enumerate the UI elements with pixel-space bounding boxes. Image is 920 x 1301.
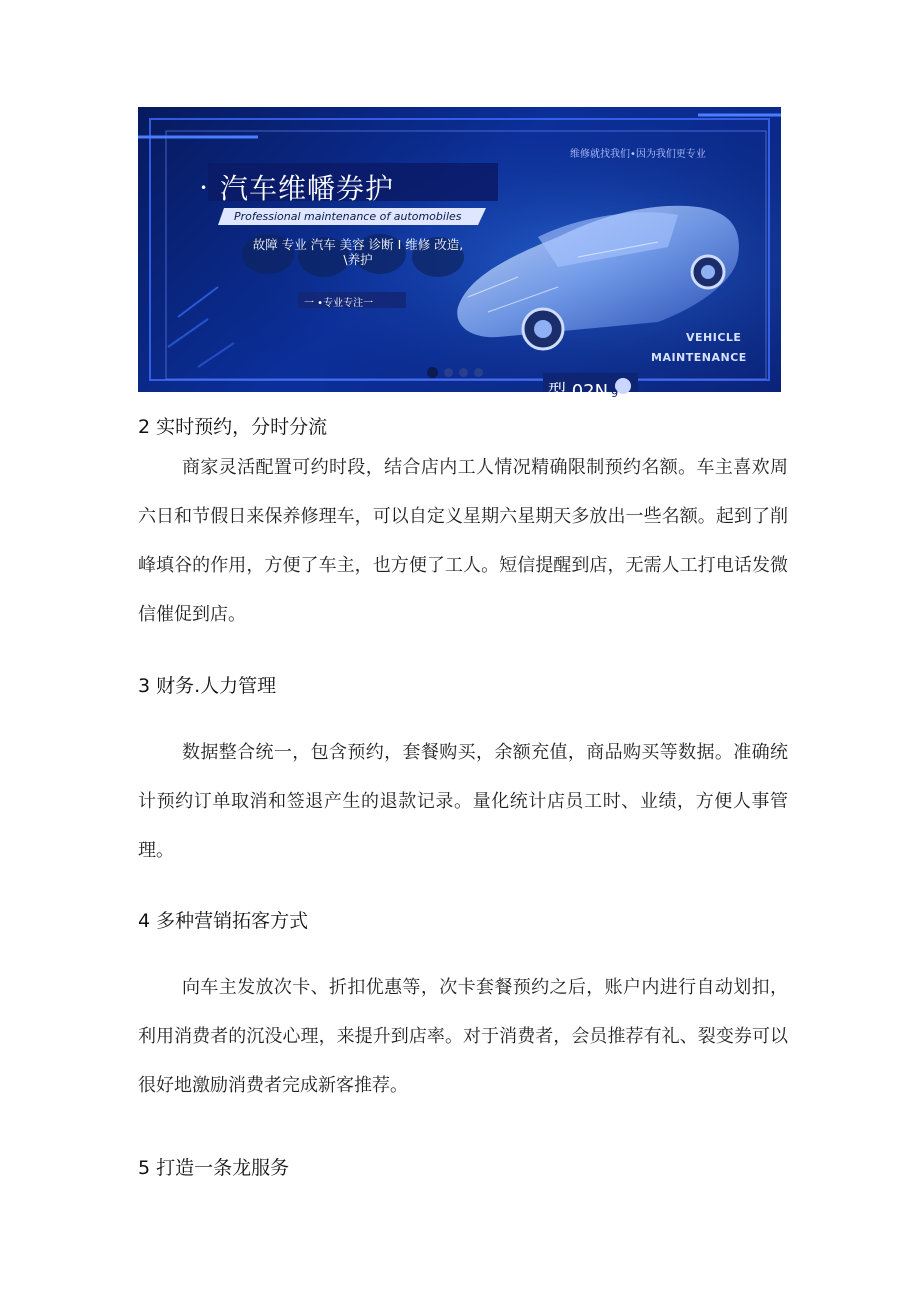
section-heading-3: 3 财务.人力管理 <box>138 675 277 697</box>
section-heading-5: 5 打造一条龙服务 <box>138 1157 290 1179</box>
banner-maintenance: MAINTENANCE <box>651 351 747 364</box>
banner-subtitle: Professional maintenance of automobiles <box>234 210 462 223</box>
section-heading-2: 2 实时预约，分时分流 <box>138 416 328 438</box>
banner-title: 汽车维幡券护 <box>220 172 395 205</box>
banner-code-badge: 9 <box>611 387 619 400</box>
banner-bullet: • <box>200 181 208 195</box>
section-paragraph-2: 商家灵活配置可约时段，结合店内工人情况精确限制预约名额。车主喜欢周六日和节假日来保养修理车，可以自定义星期六星期天多放出一些名额。起到了削峰填谷的作用，方便了车主，也方便了工人。短信提醒到店，无需人工打电话发微信催促到店。 <box>138 457 788 625</box>
banner-image <box>138 107 781 402</box>
banner-code <box>548 377 618 403</box>
pager-dot[interactable] <box>444 368 453 377</box>
banner-vehicle: VEHICLE <box>686 331 742 344</box>
pager-dot[interactable] <box>474 368 483 377</box>
section-paragraph-4: 向车主发放次卡、折扣优惠等，次卡套餐预约之后，账户内进行自动划扣，利用消费者的沉没心理，来提升到店率。对于消费者，会员推荐有礼、裂变券可以很好地激励消费者完成新客推荐。 <box>138 977 788 1096</box>
carousel-pager <box>427 367 483 378</box>
pager-dot[interactable] <box>459 368 468 377</box>
banner-slogan: 维修就找我们•因为我们更专业 <box>570 149 706 160</box>
banner-services: 故障 专业 汽车 美容 诊断 I 维修 改造, \养护 <box>252 237 464 267</box>
banner-focus: 一 •专业专注一 <box>304 298 374 309</box>
pager-dot-active[interactable] <box>427 367 438 378</box>
banner-code-text: 型 02N <box>548 381 609 402</box>
section-heading-4: 4 多种营销拓客方式 <box>138 910 309 932</box>
section-paragraph-3: 数据整合统一，包含预约，套餐购买，余额充值，商品购买等数据。准确统计预约订单取消和签退产生的退款记录。量化统计店员工时、业绩，方便人事管理。 <box>138 742 788 861</box>
